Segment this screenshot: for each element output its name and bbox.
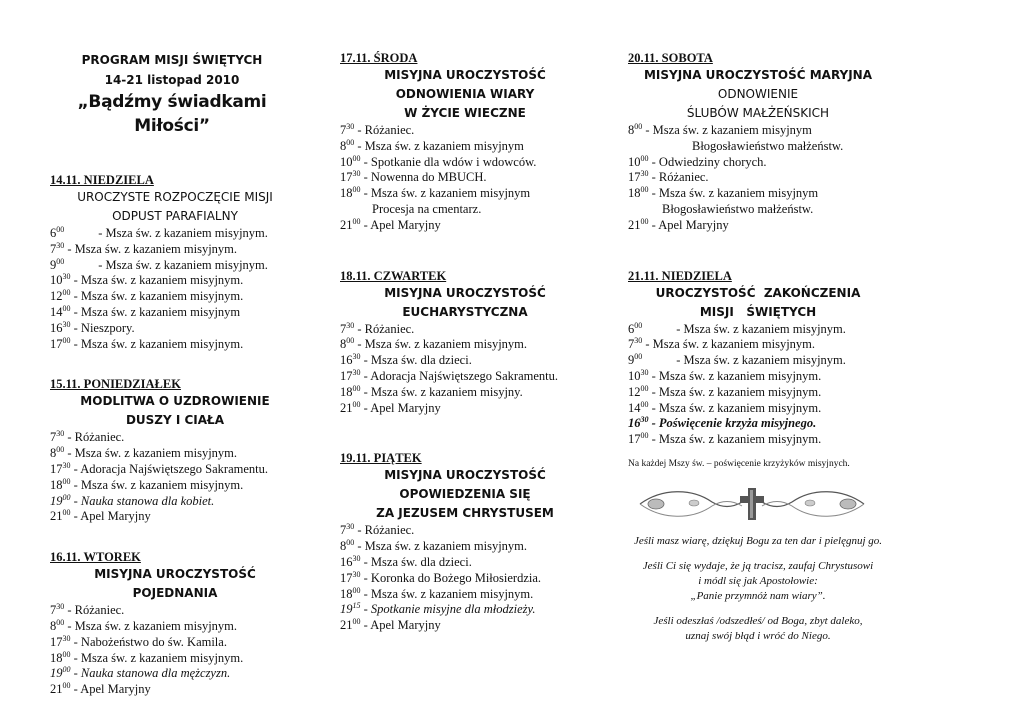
schedule-item: $17^{30}$ - Nabożeństwo do św. Kamila. bbox=[50, 633, 227, 649]
schedule-item: $18^{00}$ - Msza św. z kazaniem misyjnym bbox=[340, 185, 531, 201]
schedule-item: $8^{00}$ - Msza św. z kazaniem misyjnym. bbox=[50, 445, 238, 461]
schedule-item-continuation: Błogosławieństwo małżeństw. bbox=[692, 138, 844, 153]
schedule-item: $7^{30}$ - Różaniec. bbox=[340, 320, 415, 336]
blessing-note: Na każdej Mszy św. – poświęcenie krzyżyków misyjnych. bbox=[628, 458, 850, 469]
schedule-item: $7^{30}$ - Msza św. z kazaniem misyjnym. bbox=[50, 240, 238, 256]
schedule-item: $8^{00}$ - Msza św. z kazaniem misyjnym. bbox=[340, 538, 528, 554]
day-theme: OPOWIEDZENIA SIĘ bbox=[399, 487, 531, 502]
schedule-item: $7^{30}$ - Różaniec. bbox=[340, 122, 415, 137]
schedule-item: $18^{00}$ - Msza św. z kazaniem misyjnym. bbox=[50, 649, 244, 665]
schedule-item: $18^{00}$ - Msza św. z kazaniem misyjnym. bbox=[50, 476, 244, 492]
schedule-item: $19^{00}$ - Nauka stanowa dla kobiet. bbox=[50, 492, 215, 508]
schedule-item-continuation: Procesja na cmentarz. bbox=[372, 201, 482, 216]
day-theme: MODLITWA O UZDROWIENIE bbox=[80, 394, 270, 409]
day-theme: ODNOWIENIE bbox=[717, 87, 799, 101]
schedule-item: $14^{00}$ - Msza św. z kazaniem misyjnym bbox=[50, 303, 241, 319]
schedule-item: $21^{00}$ - Apel Maryjny bbox=[50, 508, 151, 524]
schedule-item: $9^{00}$ - Msza św. z kazaniem misyjnym. bbox=[50, 256, 268, 272]
schedule-item: $10^{00}$ - Spotkanie dla wdów i wdowców. bbox=[340, 153, 537, 169]
schedule-item: $10^{30}$ - Msza św. z kazaniem misyjnym. bbox=[50, 272, 244, 288]
program-title-block bbox=[44, 50, 300, 138]
day-section-tue16 bbox=[50, 549, 300, 698]
schedule-item: $10^{30}$ - Msza św. z kazaniem misyjnym. bbox=[628, 367, 822, 383]
column-right bbox=[628, 50, 888, 654]
day-theme: DUSZY I CIAŁA bbox=[125, 413, 225, 428]
schedule-item: $17^{00}$ - Msza św. z kazaniem misyjnym. bbox=[628, 431, 822, 447]
schedule-item: $8^{00}$ - Msza św. z kazaniem misyjnym. bbox=[50, 617, 238, 633]
day-section-fri19 bbox=[340, 450, 590, 634]
day-section-wed17 bbox=[340, 50, 590, 234]
program-dates: 14-21 listopad 2010 bbox=[104, 73, 240, 87]
day-theme: UROCZYSTE ROZPOCZĘCIE MISJI bbox=[77, 190, 273, 204]
day-theme: MISYJNA UROCZYSTOŚĆ MARYJNA bbox=[643, 68, 873, 82]
schedule-item: $21^{00}$ - Apel Maryjny bbox=[340, 399, 441, 415]
day-section-thu18 bbox=[340, 268, 590, 417]
quote-losing-faith: Jeśli Ci się wydaje, że ją tracisz, zaufaj Chrystusowi i módl się jak Apostołowie: „Panie przymnóż nam wiary”. bbox=[642, 559, 874, 602]
day-heading: 16.11. WTOREK bbox=[50, 550, 141, 565]
schedule-item: $17^{30}$ - Adoracja Najświętszego Sakramentu. bbox=[340, 367, 559, 383]
day-theme: MISYJNA UROCZYSTOŚĆ bbox=[384, 68, 546, 82]
day-heading: 19.11. PIĄTEK bbox=[340, 451, 422, 466]
schedule-item: $8^{00}$ - Msza św. z kazaniem misyjnym bbox=[340, 137, 524, 153]
day-theme: MISJI ŚWIĘTYCH bbox=[699, 304, 817, 319]
column-left bbox=[50, 50, 300, 698]
program-title: PROGRAM MISJI ŚWIĘTYCH bbox=[81, 53, 263, 67]
day-section-mon15 bbox=[50, 376, 300, 525]
day-heading: 17.11. ŚRODA bbox=[340, 51, 418, 65]
day-theme: MISYJNA UROCZYSTOŚĆ bbox=[384, 468, 546, 483]
schedule-item: $14^{00}$ - Msza św. z kazaniem misyjnym. bbox=[628, 399, 822, 415]
schedule-item: $21^{00}$ - Apel Maryjny bbox=[50, 681, 151, 697]
day-theme: EUCHARYSTYCZNA bbox=[402, 304, 528, 319]
day-theme: ZA JEZUSEM CHRYSTUSEM bbox=[376, 506, 554, 521]
day-theme: ŚLUBÓW MAŁŻEŃSKICH bbox=[686, 106, 830, 120]
schedule-item: $21^{00}$ - Apel Maryjny bbox=[340, 617, 441, 633]
schedule-item: $9^{00}$ - Msza św. z kazaniem misyjnym. bbox=[628, 352, 846, 368]
schedule-item: $21^{00}$ - Apel Maryjny bbox=[340, 216, 441, 232]
schedule-item: $6^{00}$ - Msza św. z kazaniem misyjnym. bbox=[50, 225, 268, 240]
day-theme: W ŻYCIE WIECZNE bbox=[404, 106, 526, 120]
program-motto: „Bądźmy świadkami Miłości” bbox=[77, 92, 267, 136]
schedule-item: $16^{30}$ - Nieszpory. bbox=[50, 319, 135, 335]
day-theme: UROCZYSTOŚĆ ZAKOŃCZENIA bbox=[655, 285, 861, 300]
schedule-item: $12^{00}$ - Msza św. z kazaniem misyjnym. bbox=[628, 383, 822, 399]
quote-faith-gift: Jeśli masz wiarę, dziękuj Bogu za ten dar i pielęgnuj go. bbox=[633, 534, 883, 547]
day-heading: 15.11. PONIEDZIAŁEK bbox=[50, 377, 181, 392]
day-heading: 21.11. NIEDZIELA bbox=[628, 268, 732, 283]
schedule-item: $17^{30}$ - Nowenna do MBUCH. bbox=[340, 169, 487, 185]
schedule-item: $17^{00}$ - Msza św. z kazaniem misyjnym. bbox=[50, 335, 244, 351]
schedule-item: $7^{30}$ - Msza św. z kazaniem misyjnym. bbox=[628, 336, 816, 352]
schedule-item: $17^{30}$ - Różaniec. bbox=[628, 169, 709, 185]
schedule-item: $6^{00}$ - Msza św. z kazaniem misyjnym. bbox=[628, 320, 846, 336]
schedule-item-continuation: Błogosławieństwo małżeństw. bbox=[662, 201, 814, 216]
schedule-item: $16^{30}$ - Msza św. dla dzieci. bbox=[340, 352, 472, 368]
schedule-item: $7^{30}$ - Różaniec. bbox=[340, 522, 415, 538]
column-middle bbox=[340, 50, 590, 634]
schedule-item: $16^{30}$ - Msza św. dla dzieci. bbox=[340, 553, 472, 569]
schedule-item: $18^{00}$ - Msza św. z kazaniem misyjnym. bbox=[340, 585, 534, 601]
cross-ornament-icon bbox=[632, 484, 872, 524]
schedule-item: $7^{30}$ - Różaniec. bbox=[50, 602, 125, 618]
schedule-item: $10^{00}$ - Odwiedziny chorych. bbox=[628, 153, 767, 169]
schedule-item: $17^{30}$ - Koronka do Bożego Miłosierdzia. bbox=[340, 569, 542, 585]
day-section-sat20 bbox=[628, 50, 888, 234]
day-heading: 20.11. SOBOTA bbox=[628, 51, 713, 65]
schedule-item: $18^{00}$ - Msza św. z kazaniem misyjny. bbox=[340, 383, 523, 399]
schedule-item: $12^{00}$ - Msza św. z kazaniem misyjnym. bbox=[50, 288, 244, 304]
schedule-item: $19^{00}$ - Nauka stanowa dla mężczyzn. bbox=[50, 665, 231, 681]
schedule-item: $21^{00}$ - Apel Maryjny bbox=[628, 216, 729, 232]
schedule-item: $19^{15}$ - Spotkanie misyjne dla młodzieży. bbox=[340, 601, 536, 617]
day-theme: MISYJNA UROCZYSTOŚĆ bbox=[384, 285, 546, 300]
day-theme: ODPUST PARAFIALNY bbox=[112, 209, 238, 223]
day-theme: POJEDNANIA bbox=[132, 586, 218, 601]
schedule-item: $7^{30}$ - Różaniec. bbox=[50, 429, 125, 445]
day-heading: 18.11. CZWARTEK bbox=[340, 268, 447, 283]
schedule-item: $18^{00}$ - Msza św. z kazaniem misyjnym bbox=[628, 185, 819, 201]
schedule-item: $17^{30}$ - Adoracja Najświętszego Sakramentu. bbox=[50, 460, 269, 476]
schedule-item: $8^{00}$ - Msza św. z kazaniem misyjnym. bbox=[340, 336, 528, 352]
day-section-sun14 bbox=[50, 172, 300, 352]
day-theme: MISYJNA UROCZYSTOŚĆ bbox=[94, 567, 256, 582]
schedule-item: $16^{30}$ - Poświęcenie krzyża misyjnego. bbox=[628, 415, 817, 431]
day-theme: ODNOWIENIA WIARY bbox=[395, 87, 535, 101]
schedule-item: $8^{00}$ - Msza św. z kazaniem misyjnym bbox=[628, 122, 812, 137]
day-heading: 14.11. NIEDZIELA bbox=[50, 173, 154, 187]
day-section-sun21 bbox=[628, 268, 888, 470]
quote-return-to-god: Jeśli odeszłaś /odszedłeś/ od Boga, zbyt daleko, uznaj swój błąd i wróć do Niego. bbox=[653, 614, 863, 642]
